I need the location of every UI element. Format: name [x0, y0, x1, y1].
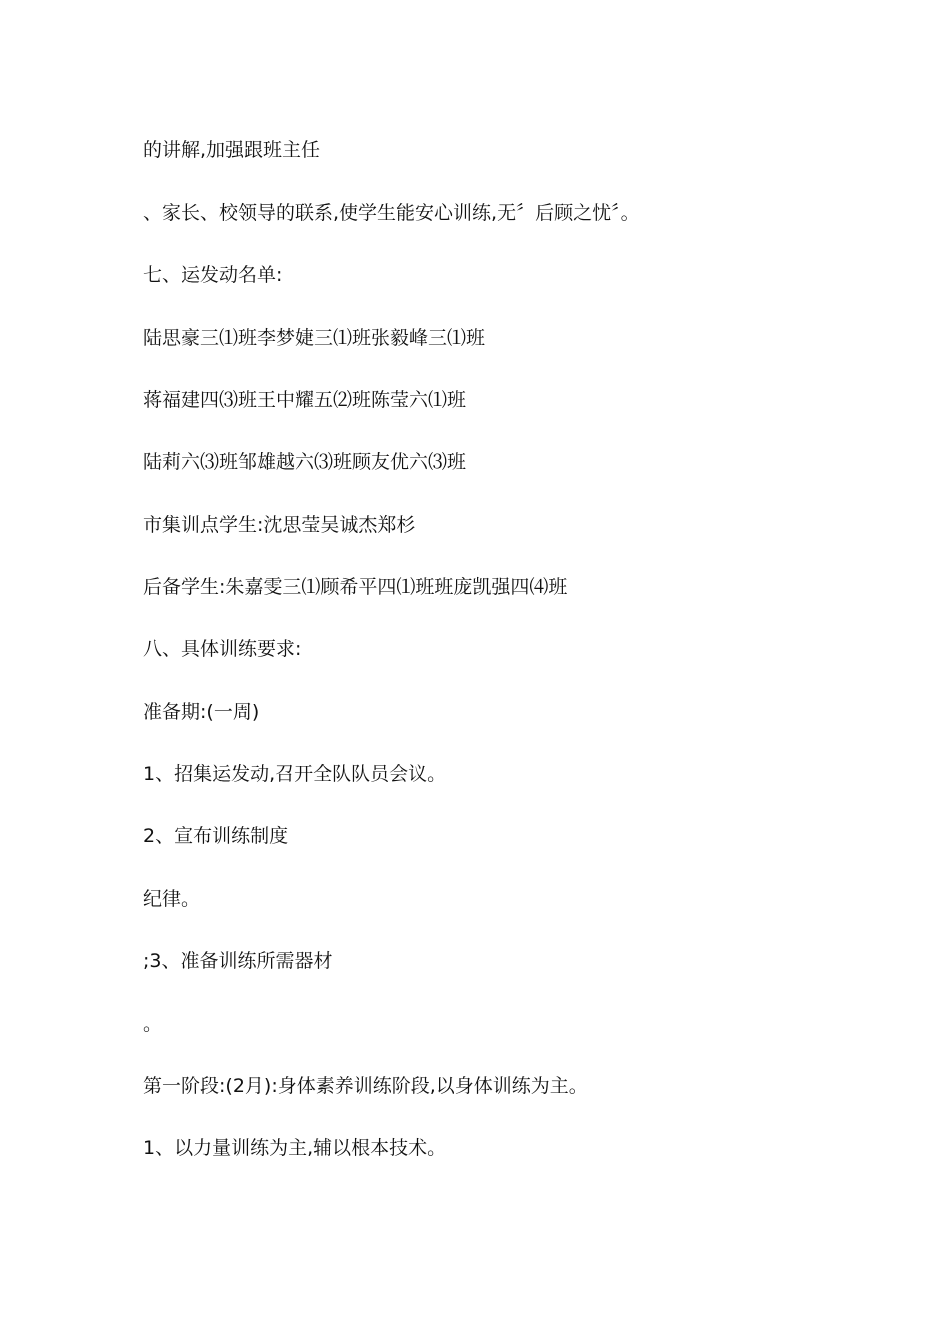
text-line: 的讲解,加强跟班主任: [143, 139, 321, 161]
text-line: 。: [143, 1013, 163, 1035]
text-line: 、家长、校领导的联系,使学生能安心训练,无〞后顾之忧〞。: [143, 202, 640, 224]
list-item: 2、宣布训练制度: [143, 825, 289, 847]
list-item: 1、招集运发动,召开全队队员会议。: [143, 763, 447, 785]
text-line: 陆思豪三⑴班李梦婕三⑴班张毅峰三⑴班: [143, 327, 486, 349]
text-line: 第一阶段:(2月):身体素养训练阶段,以身体训练为主。: [143, 1075, 588, 1097]
text-line: 市集训点学生:沈思莹吴诚杰郑杉: [143, 514, 416, 536]
list-item: ;3、准备训练所需器材: [143, 950, 333, 972]
section-heading: 七、运发动名单:: [143, 264, 283, 286]
text-line: 纪律。: [143, 888, 201, 910]
list-item: 1、以力量训练为主,辅以根本技术。: [143, 1137, 447, 1159]
section-heading: 八、具体训练要求:: [143, 638, 302, 660]
text-line: 陆莉六⑶班邹雄越六⑶班顾友优六⑶班: [143, 451, 467, 473]
text-line: 蒋福建四⑶班王中耀五⑵班陈莹六⑴班: [143, 389, 467, 411]
text-line: 后备学生:朱嘉雯三⑴顾希平四⑴班班庞凯强四⑷班: [143, 576, 568, 598]
text-line: 准备期:(一周): [143, 701, 260, 723]
